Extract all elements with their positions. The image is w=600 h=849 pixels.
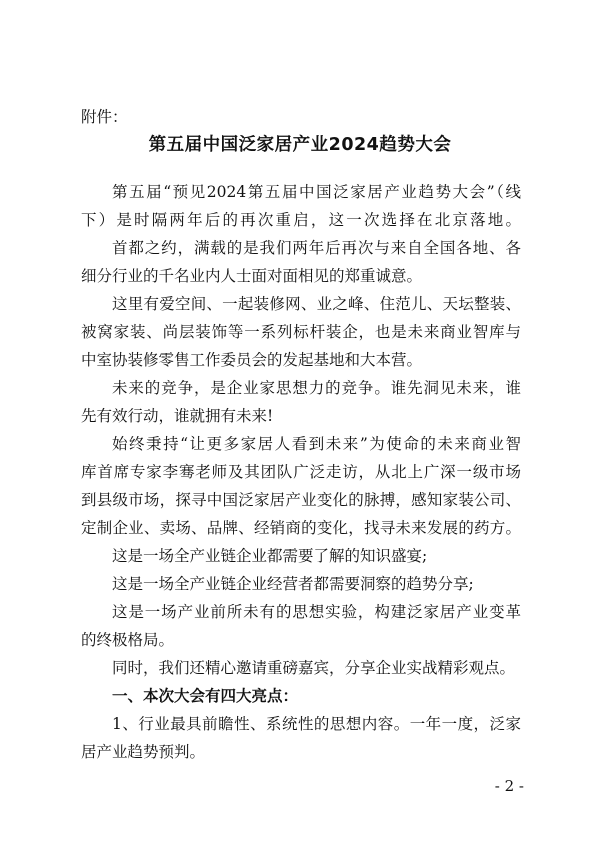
document-body xyxy=(81,182,521,770)
paragraph-line: 定制企业、卖场、品牌、经销商的变化，找寻未来发展的药方。 xyxy=(81,519,521,537)
paragraph-line: 被窝家装、尚层装饰等一系列标杆装企，也是未来商业智库与 xyxy=(81,323,521,341)
paragraph-line: 第五届“预见2024第五届中国泛家居产业趋势大会”（线 xyxy=(112,183,521,201)
paragraph-line: 居产业趋势预判。 xyxy=(81,743,206,761)
document-title: 第五届中国泛家居产业2024趋势大会 xyxy=(148,135,452,155)
paragraph-line: 下）是时隔两年后的再次重启，这一次选择在北京落地。 xyxy=(81,211,521,229)
section-heading: 一、本次大会有四大亮点： xyxy=(112,687,299,705)
paragraph-line: 未来的竞争，是企业家思想力的竞争。谁先洞见未来，谁 xyxy=(112,379,521,397)
paragraph-line: 库首席专家李骞老师及其团队广泛走访，从北上广深一级市场 xyxy=(81,463,521,481)
paragraph-line: 先有效行动，谁就拥有未来! xyxy=(81,407,274,425)
paragraph-line: 1、行业最具前瞻性、系统性的思想内容。一年一度，泛家 xyxy=(112,715,521,733)
paragraph-line: 这是一场产业前所未有的思想实验，构建泛家居产业变革 xyxy=(112,603,521,621)
paragraph-line: 这是一场全产业链企业经营者都需要洞察的趋势分享; xyxy=(112,575,474,593)
paragraph-line: 这是一场全产业链企业都需要了解的知识盛宴; xyxy=(112,547,428,565)
paragraph-line: 这里有爱空间、一起装修网、业之峰、住范儿、天坛整装、 xyxy=(112,295,521,313)
page-number: - 2 - xyxy=(494,777,524,795)
paragraph-line: 到县级市场，探寻中国泛家居产业变化的脉搏，感知家装公司、 xyxy=(81,491,521,509)
attachment-label: 附件： xyxy=(81,108,128,126)
paragraph-line: 始终秉持“让更多家居人看到未来”为使命的未来商业智 xyxy=(112,435,521,453)
paragraph-line: 首都之约，满载的是我们两年后再次与来自全国各地、各 xyxy=(112,239,521,257)
paragraph-line: 的终极格局。 xyxy=(81,631,175,649)
paragraph-line: 细分行业的千名业内人士面对面相见的郑重诚意。 xyxy=(81,267,423,285)
paragraph-line: 中室协装修零售工作委员会的发起基地和大本营。 xyxy=(81,351,423,369)
paragraph-line: 同时，我们还精心邀请重磅嘉宾，分享企业实战精彩观点。 xyxy=(112,659,516,677)
